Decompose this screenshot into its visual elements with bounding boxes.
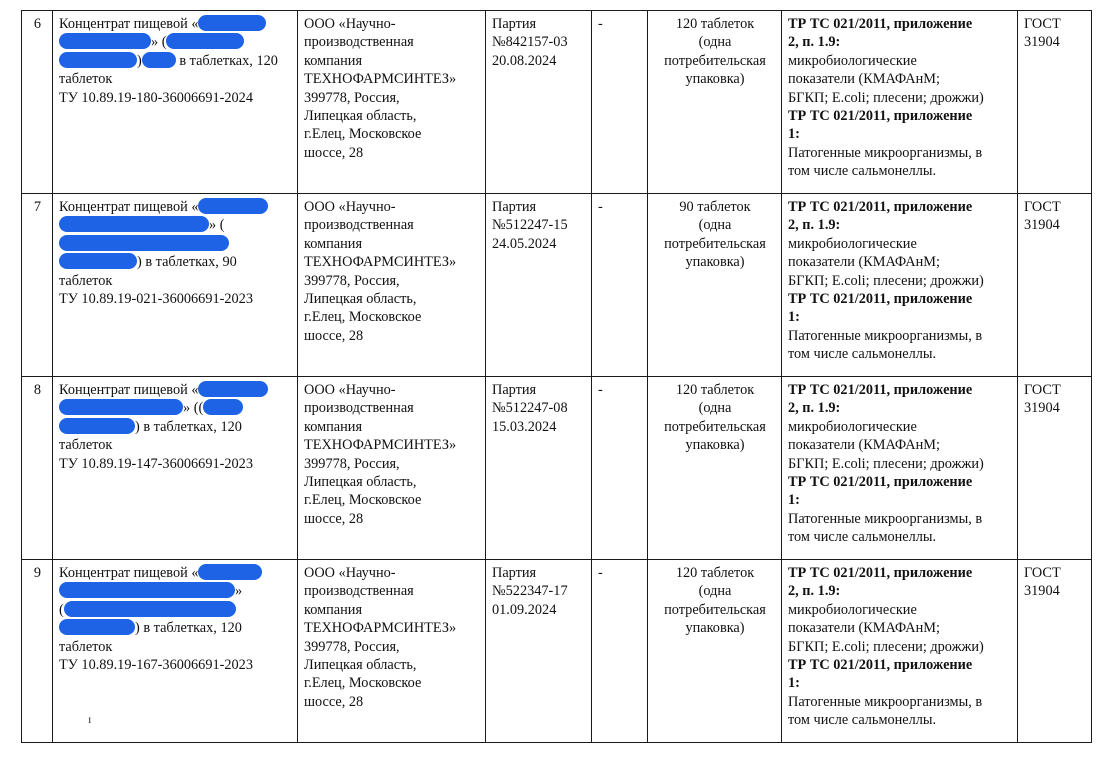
manufacturer-cell: ООО «Научно- производственная компания ТЕХНОФАРМСИНТЕЗ» 399778, Россия, Липецкая область, г.Елец, Московское шоссе, 28 <box>298 377 486 560</box>
product-cell: Концентрат пищевой « » ( ) в таблетках, 120 таблеток ТУ 10.89.19-180-36006691-2024 <box>53 11 298 194</box>
redaction-mark <box>59 33 151 49</box>
row-number: 7 <box>22 194 53 377</box>
redaction-mark <box>142 52 176 68</box>
stray-ink-mark: ɪ <box>88 712 92 726</box>
redaction-mark <box>59 619 135 635</box>
redaction-mark <box>59 253 137 269</box>
product-cell: Концентрат пищевой « » ( ) в таблетках, 120 таблеток ТУ 10.89.19-167-36006691-2023 <box>53 560 298 743</box>
table-row <box>22 194 1092 377</box>
gost-cell: ГОСТ 31904 <box>1018 560 1092 743</box>
batch-cell: Партия №842157-03 20.08.2024 <box>486 11 592 194</box>
product-cell: Концентрат пищевой « » (( ) в таблетках, 120 таблеток ТУ 10.89.19-147-36006691-2023 <box>53 377 298 560</box>
regulation-cell: ТР ТС 021/2011, приложение 2, п. 1.9: микробиологические показатели (КМАФАнМ; БГКП; E.coli; плесени; дрожжи) ТР ТС 021/2011, приложение 1: Патогенные микроорганизмы, в том числе сальмонеллы. <box>782 194 1018 377</box>
row-number: 8 <box>22 377 53 560</box>
row-number: 9 <box>22 560 53 743</box>
redaction-mark <box>203 399 243 415</box>
regulation-cell: ТР ТС 021/2011, приложение 2, п. 1.9: микробиологические показатели (КМАФАнМ; БГКП; E.coli; плесени; дрожжи) ТР ТС 021/2011, приложение 1: Патогенные микроорганизмы, в том числе сальмонеллы. <box>782 11 1018 194</box>
redaction-mark <box>59 399 183 415</box>
dash-cell: - <box>592 194 648 377</box>
product-table <box>21 10 1092 743</box>
redaction-mark <box>59 582 235 598</box>
redaction-mark <box>198 381 268 397</box>
batch-cell: Партия №512247-08 15.03.2024 <box>486 377 592 560</box>
redaction-mark <box>59 418 135 434</box>
quantity-cell: 120 таблеток (одна потребительская упаковка) <box>648 377 782 560</box>
dash-cell: - <box>592 377 648 560</box>
gost-cell: ГОСТ 31904 <box>1018 194 1092 377</box>
manufacturer-cell: ООО «Научно- производственная компания ТЕХНОФАРМСИНТЕЗ» 399778, Россия, Липецкая область, г.Елец, Московское шоссе, 28 <box>298 11 486 194</box>
gost-cell: ГОСТ 31904 <box>1018 11 1092 194</box>
product-cell: Концентрат пищевой « » ( ) в таблетках, 90 таблеток ТУ 10.89.19-021-36006691-2023 <box>53 194 298 377</box>
redaction-mark <box>59 216 209 232</box>
quantity-cell: 120 таблеток (одна потребительская упаковка) <box>648 560 782 743</box>
redaction-mark <box>64 601 236 617</box>
quantity-cell: 90 таблеток (одна потребительская упаковка) <box>648 194 782 377</box>
redaction-mark <box>59 235 229 251</box>
table-row <box>22 377 1092 560</box>
redaction-mark <box>166 33 244 49</box>
batch-cell: Партия №512247-15 24.05.2024 <box>486 194 592 377</box>
manufacturer-cell: ООО «Научно- производственная компания ТЕХНОФАРМСИНТЕЗ» 399778, Россия, Липецкая область, г.Елец, Московское шоссе, 28 <box>298 560 486 743</box>
regulation-cell: ТР ТС 021/2011, приложение 2, п. 1.9: микробиологические показатели (КМАФАнМ; БГКП; E.coli; плесени; дрожжи) ТР ТС 021/2011, приложение 1: Патогенные микроорганизмы, в том числе сальмонеллы. <box>782 560 1018 743</box>
redaction-mark <box>198 198 268 214</box>
gost-cell: ГОСТ 31904 <box>1018 377 1092 560</box>
table-row <box>22 560 1092 743</box>
redaction-mark <box>198 564 262 580</box>
table-row <box>22 11 1092 194</box>
row-number: 6 <box>22 11 53 194</box>
dash-cell: - <box>592 11 648 194</box>
regulation-cell: ТР ТС 021/2011, приложение 2, п. 1.9: микробиологические показатели (КМАФАнМ; БГКП; E.coli; плесени; дрожжи) ТР ТС 021/2011, приложение 1: Патогенные микроорганизмы, в том числе сальмонеллы. <box>782 377 1018 560</box>
redaction-mark <box>59 52 137 68</box>
manufacturer-cell: ООО «Научно- производственная компания ТЕХНОФАРМСИНТЕЗ» 399778, Россия, Липецкая область, г.Елец, Московское шоссе, 28 <box>298 194 486 377</box>
dash-cell: - <box>592 560 648 743</box>
redaction-mark <box>198 15 266 31</box>
batch-cell: Партия №522347-17 01.09.2024 <box>486 560 592 743</box>
quantity-cell: 120 таблеток (одна потребительская упаковка) <box>648 11 782 194</box>
